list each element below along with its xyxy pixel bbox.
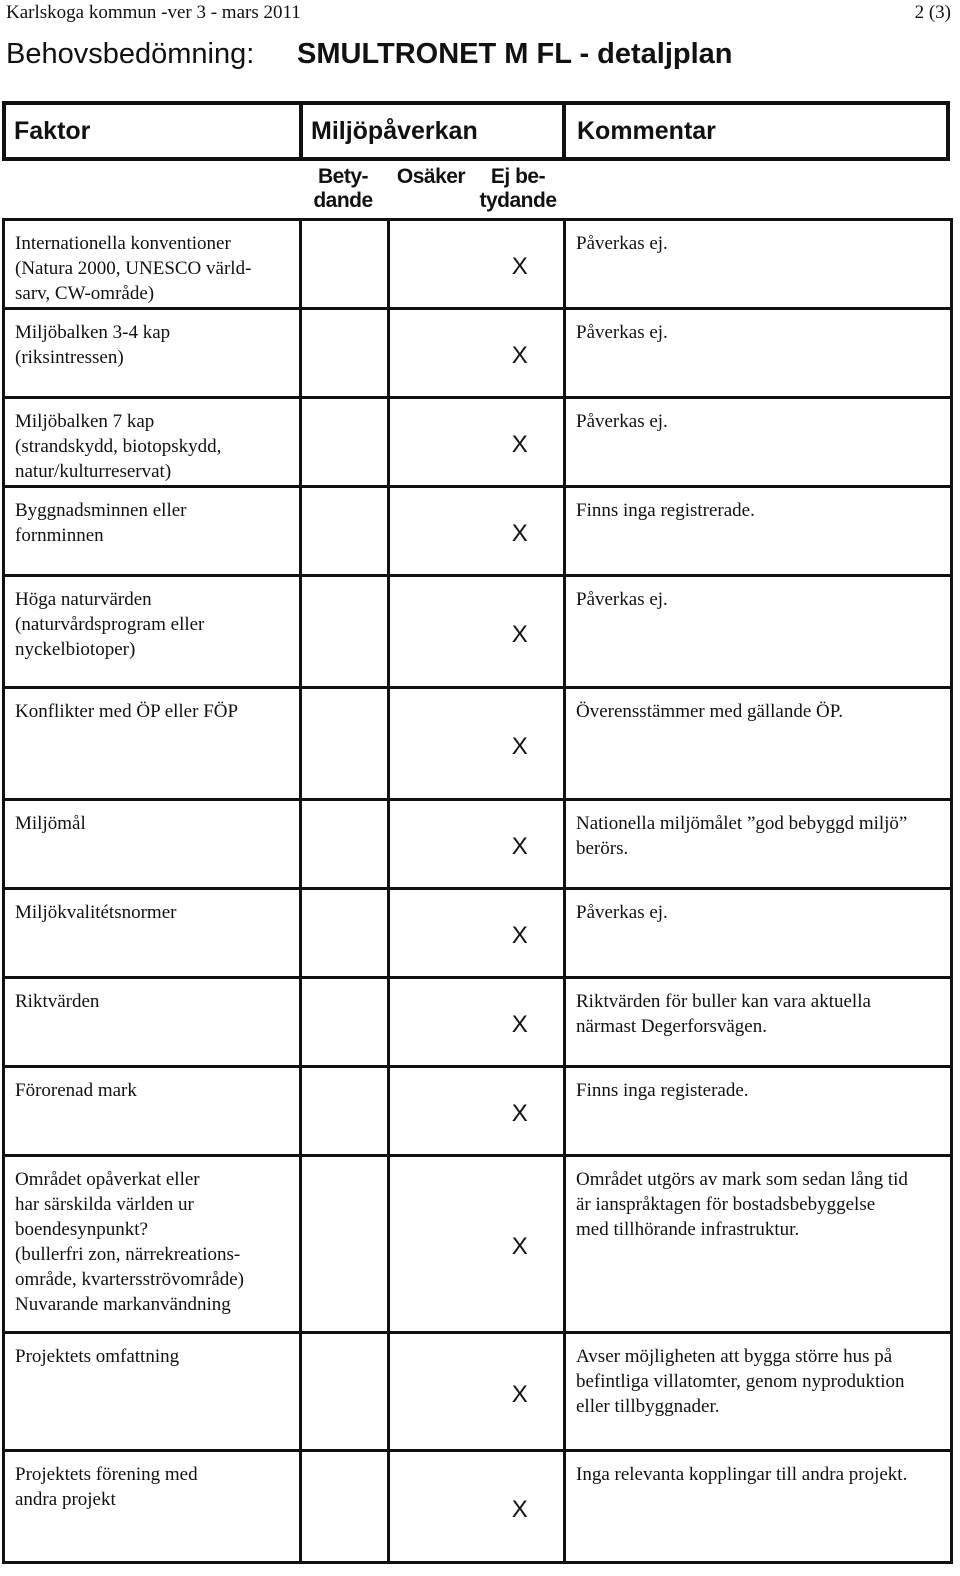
table-row	[4, 978, 952, 1067]
table-row	[4, 309, 952, 398]
comment-cell: Påverkas ej.	[565, 889, 952, 978]
uncertain-cell	[389, 220, 477, 309]
table-row	[4, 398, 952, 487]
comment-cell: Området utgörs av mark som sedan lång tid är ianspråktagen för bostadsbebyggelse med tillhörande infrastruktur.	[565, 1156, 952, 1333]
uncertain-cell	[389, 1156, 477, 1333]
uncertain-cell	[389, 1451, 477, 1563]
table-row	[4, 800, 952, 889]
significant-cell	[301, 800, 389, 889]
not-significant-mark: X	[477, 487, 565, 576]
header-divider	[562, 105, 566, 157]
uncertain-cell	[389, 800, 477, 889]
table-row	[4, 1451, 952, 1563]
uncertain-cell	[389, 309, 477, 398]
significant-cell	[301, 487, 389, 576]
subheader-not-significant: Ej be- tydande	[479, 165, 557, 212]
factor-cell: Miljöbalken 7 kap (strandskydd, biotopskydd, natur/kulturreservat)	[4, 398, 301, 487]
factor-cell: Byggnadsminnen eller fornminnen	[4, 487, 301, 576]
subheader-uncertain: Osäker	[396, 165, 466, 188]
factor-cell: Området opåverkat eller har särskilda världen ur boendesynpunkt? (bullerfri zon, närrekreations- område, kvartersströvområde) Nuvarande markanvändning	[4, 1156, 301, 1333]
header-comment: Kommentar	[577, 116, 716, 145]
subheader-significant: Bety- dande	[313, 165, 373, 212]
header-impact: Miljöpåverkan	[311, 116, 478, 145]
uncertain-cell	[389, 978, 477, 1067]
table-row	[4, 1156, 952, 1333]
impact-subheader	[0, 161, 960, 219]
factor-cell: Förorenad mark	[4, 1067, 301, 1156]
factor-cell: Riktvärden	[4, 978, 301, 1067]
comment-cell: Finns inga registrerade.	[565, 487, 952, 576]
document-type-title: Behovsbedömning:	[6, 38, 255, 70]
not-significant-mark: X	[477, 576, 565, 688]
not-significant-mark: X	[477, 688, 565, 800]
factor-cell: Miljökvalitétsnormer	[4, 889, 301, 978]
significant-cell	[301, 978, 389, 1067]
significant-cell	[301, 1333, 389, 1451]
not-significant-mark: X	[477, 1333, 565, 1451]
factor-cell: Internationella konventioner (Natura 2000, UNESCO värld- sarv, CW-område)	[4, 220, 301, 309]
uncertain-cell	[389, 889, 477, 978]
comment-cell: Påverkas ej.	[565, 309, 952, 398]
comment-cell: Påverkas ej.	[565, 220, 952, 309]
not-significant-mark: X	[477, 220, 565, 309]
not-significant-mark: X	[477, 1451, 565, 1563]
factor-cell: Miljöbalken 3-4 kap (riksintressen)	[4, 309, 301, 398]
uncertain-cell	[389, 398, 477, 487]
comment-cell: Avser möjligheten att bygga större hus på befintliga villatomter, genom nyproduktion eller tillbyggnader.	[565, 1333, 952, 1451]
comment-cell: Riktvärden för buller kan vara aktuella närmast Degerforsvägen.	[565, 978, 952, 1067]
table-header	[2, 101, 950, 161]
page-number: 2 (3)	[914, 2, 951, 23]
not-significant-mark: X	[477, 1067, 565, 1156]
significant-cell	[301, 1156, 389, 1333]
factor-cell: Miljömål	[4, 800, 301, 889]
comment-cell: Överensstämmer med gällande ÖP.	[565, 688, 952, 800]
header-divider	[299, 105, 303, 157]
plan-title: SMULTRONET M FL - detaljplan	[297, 38, 733, 70]
significant-cell	[301, 688, 389, 800]
table-row	[4, 576, 952, 688]
not-significant-mark: X	[477, 889, 565, 978]
uncertain-cell	[389, 576, 477, 688]
assessment-table	[2, 218, 953, 1564]
significant-cell	[301, 889, 389, 978]
table-row	[4, 1067, 952, 1156]
significant-cell	[301, 1451, 389, 1563]
significant-cell	[301, 1067, 389, 1156]
significant-cell	[301, 309, 389, 398]
comment-cell: Påverkas ej.	[565, 576, 952, 688]
significant-cell	[301, 398, 389, 487]
not-significant-mark: X	[477, 800, 565, 889]
table-row	[4, 487, 952, 576]
header-factor: Faktor	[14, 116, 91, 145]
comment-cell: Inga relevanta kopplingar till andra projekt.	[565, 1451, 952, 1563]
not-significant-mark: X	[477, 978, 565, 1067]
not-significant-mark: X	[477, 1156, 565, 1333]
table-row	[4, 688, 952, 800]
comment-cell: Nationella miljömålet ”god bebyggd miljö” berörs.	[565, 800, 952, 889]
significant-cell	[301, 220, 389, 309]
uncertain-cell	[389, 1067, 477, 1156]
comment-cell: Finns inga registerade.	[565, 1067, 952, 1156]
comment-cell: Påverkas ej.	[565, 398, 952, 487]
document-header-municipality: Karlskoga kommun -ver 3 - mars 2011	[6, 2, 301, 23]
not-significant-mark: X	[477, 398, 565, 487]
uncertain-cell	[389, 688, 477, 800]
not-significant-mark: X	[477, 309, 565, 398]
factor-cell: Konflikter med ÖP eller FÖP	[4, 688, 301, 800]
significant-cell	[301, 576, 389, 688]
uncertain-cell	[389, 487, 477, 576]
table-row	[4, 889, 952, 978]
factor-cell: Projektets förening med andra projekt	[4, 1451, 301, 1563]
table-row	[4, 220, 952, 309]
factor-cell: Höga naturvärden (naturvårdsprogram eller nyckelbiotoper)	[4, 576, 301, 688]
table-row	[4, 1333, 952, 1451]
uncertain-cell	[389, 1333, 477, 1451]
factor-cell: Projektets omfattning	[4, 1333, 301, 1451]
